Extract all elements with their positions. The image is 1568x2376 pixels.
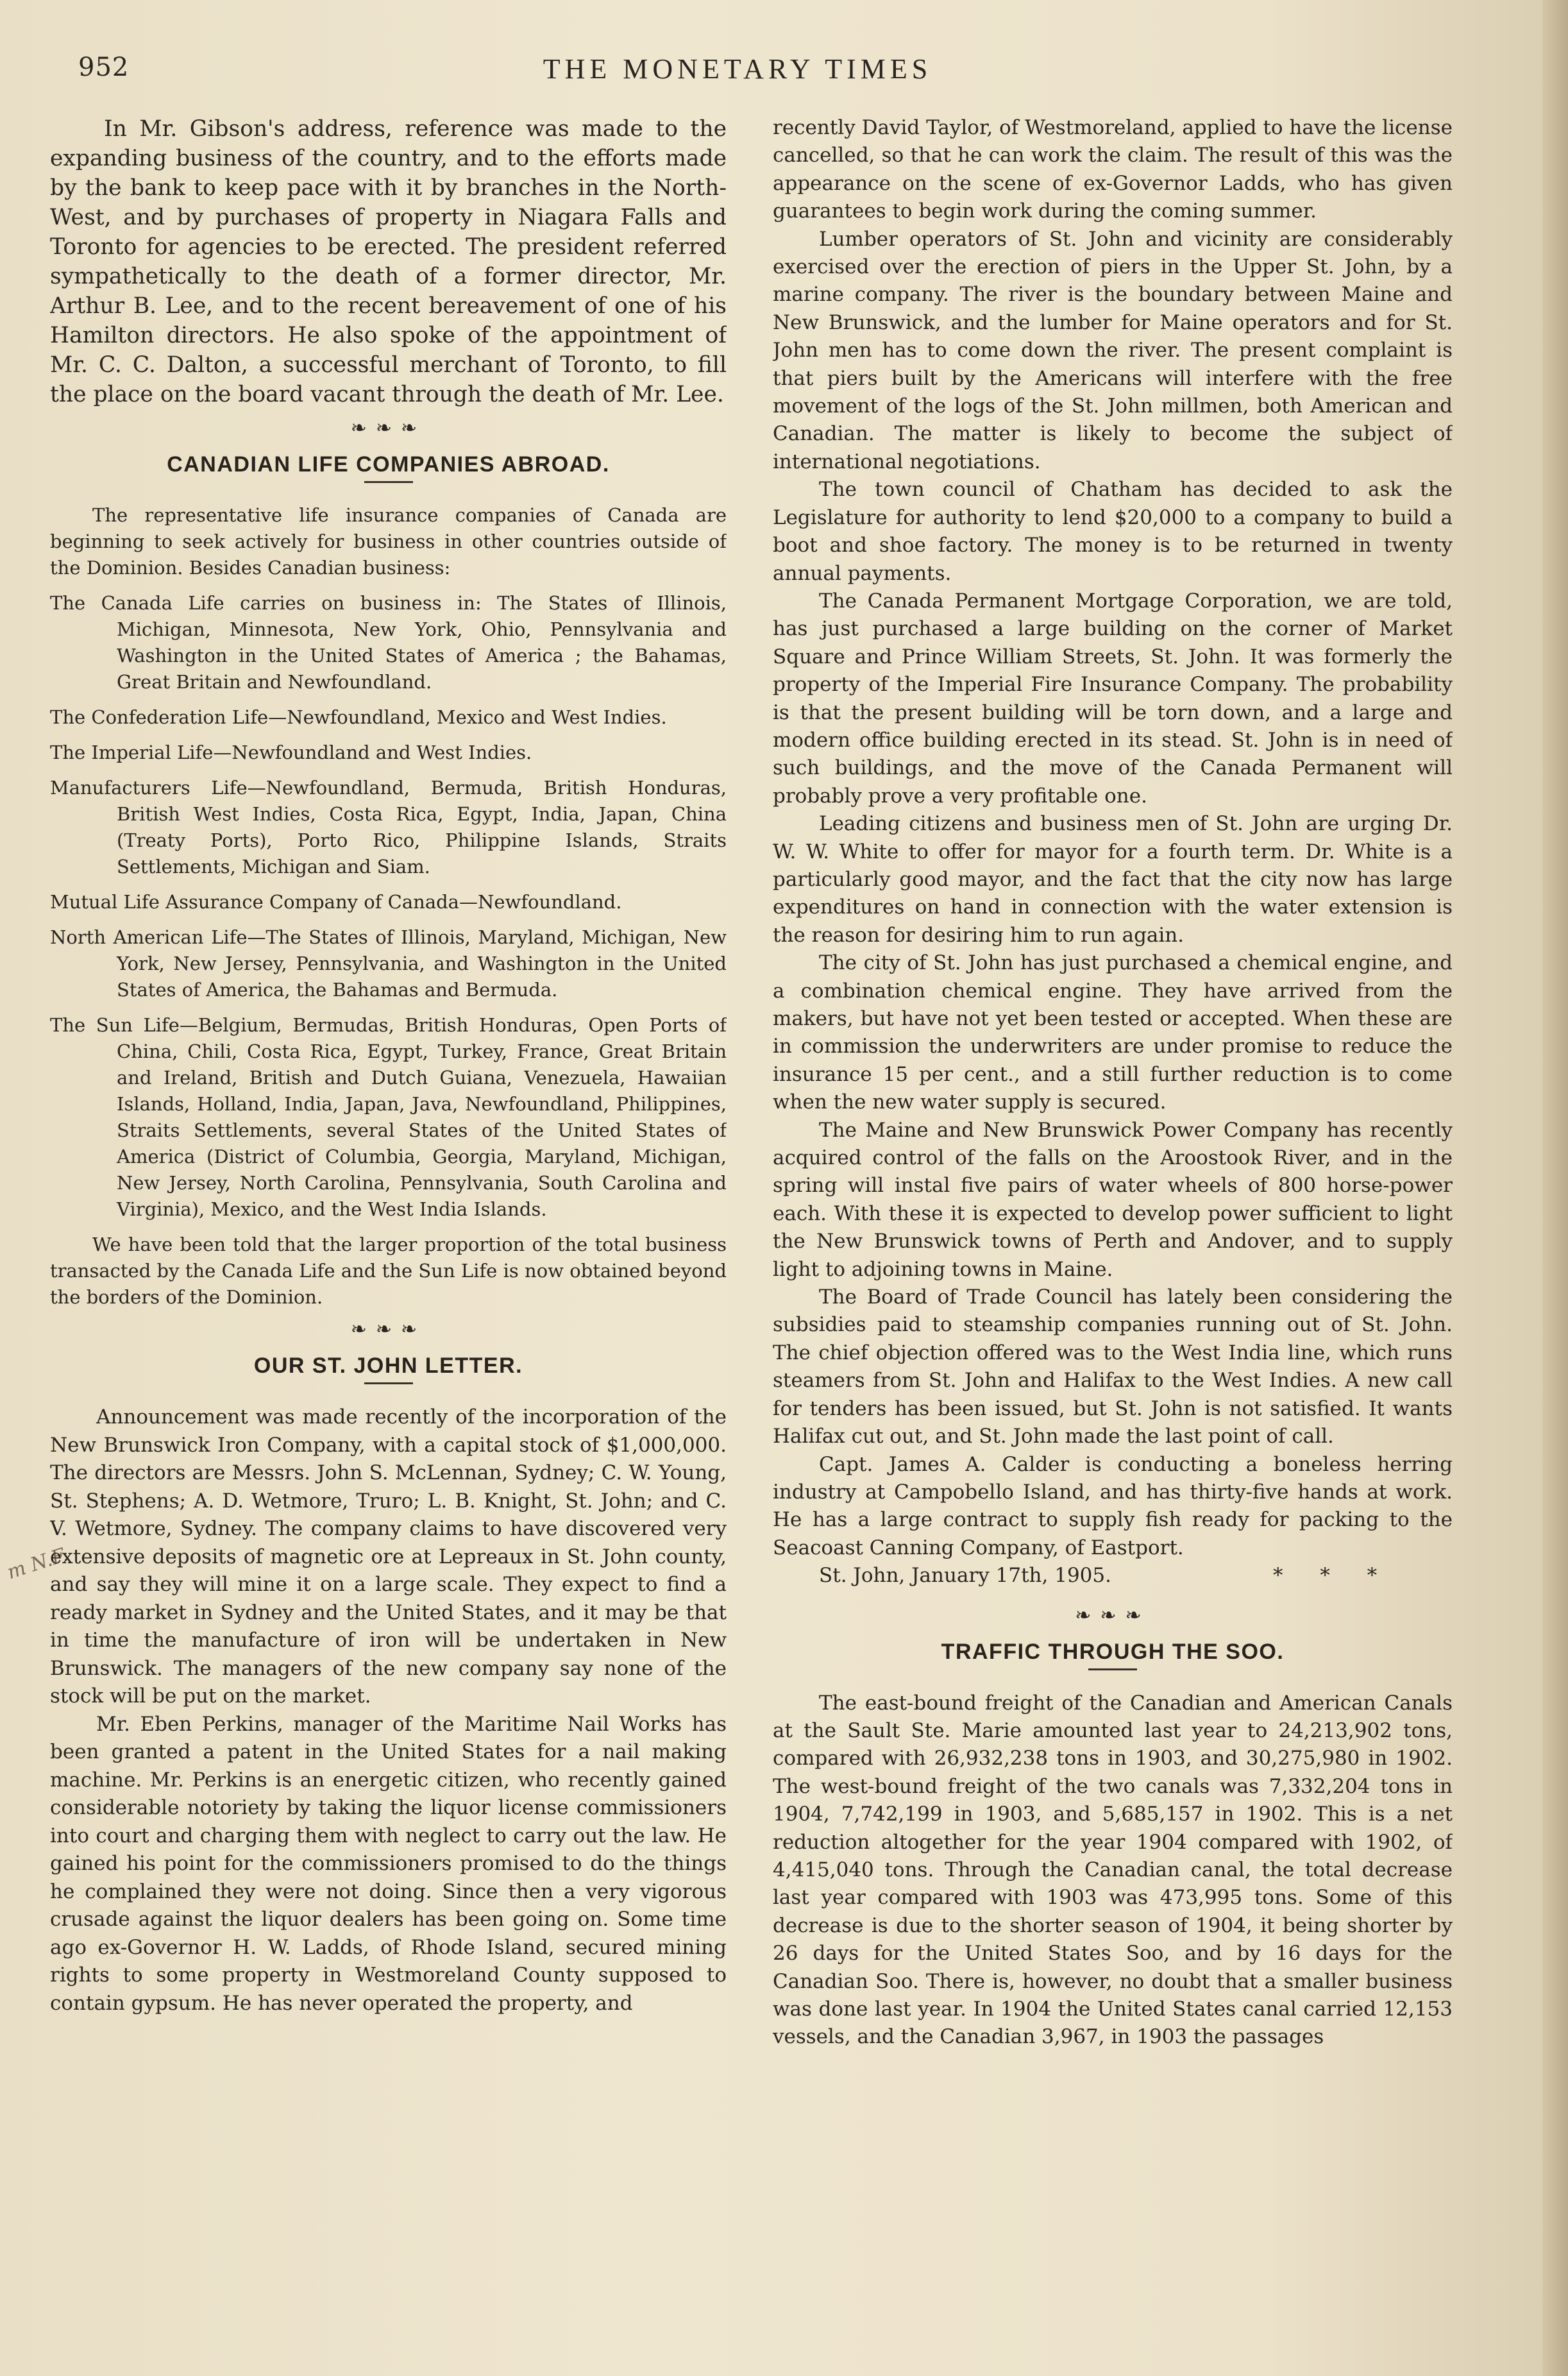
- st-john-paragraph: Capt. James A. Calder is conducting a boneless herring industry at Campobello Island, and has thirty-five hands at work. He has a large contract to supply fish ready for packing to the Seacoast Canning Company, of Eastport.: [773, 1452, 1453, 1559]
- dateline-stars: * * *: [1272, 1564, 1393, 1588]
- gibson-paragraph: In Mr. Gibson's address, reference was made to the expanding business of the country, and to the efforts made by the bank to keep pace with it by branches in the North-West, and by purchases of property in Niagara Falls and Toronto for agencies to be erected. The president referred sympathetically to the death of a former director, Mr. Arthur B. Lee, and to the recent bereavement of one of his Hamilton directors. He also spoke of the appointment of Mr. C. C. Dalton, a successful merchant of Toronto, to fill the place on the board vacant through the death of Mr. Lee.: [50, 116, 727, 407]
- dateline-text: St. John, January 17th, 1905.: [819, 1564, 1111, 1588]
- headline-rule: [364, 481, 413, 483]
- life-item-imperial: The Imperial Life—Newfoundland and West Indies.: [50, 742, 532, 763]
- headline-rule: [364, 1382, 413, 1384]
- ornament-divider: ❧❧❧: [350, 1318, 426, 1341]
- dateline: [773, 1562, 1453, 1590]
- life-item-mutual: Mutual Life Assurance Company of Canada—Newfoundland.: [50, 891, 622, 913]
- page-header: [51, 53, 1424, 91]
- life-item-manufacturers: Manufacturers Life—Newfoundland, Bermuda, British Honduras, British West Indies, Costa Rica, Egypt, India, Japan, China (Treaty Ports), Porto Rico, Philippine Islands, Straits Settlements, Michigan and Siam.: [50, 777, 727, 878]
- left-column: [50, 114, 727, 2334]
- st-john-paragraph: Mr. Eben Perkins, manager of the Maritime Nail Works has been granted a patent in the United States for a nail making machine. Mr. Perkins is an energetic citizen, who recently gained considerable notoriety by taking the liquor license commissioners into court and charging them with neglect to carry out the law. He gained his point for the commissioners promised to do the things he complained they were not doing. Since then a very vigorous crusade against the liquor dealers has been going on. Some time ago ex-Governor H. W. Ladds, of Rhode Island, secured mining rights to some property in Westmoreland County supposed to contain gypsum. He has never operated the property, and: [50, 1712, 727, 2015]
- margin-note: m N.F.: [4, 1543, 71, 1584]
- life-item-sun-life: The Sun Life—Belgium, Bermudas, British Honduras, Open Ports of China, Chili, Costa Rica, Egypt, Turkey, France, Great Britain and Ireland, British and Dutch Guiana, Venezuela, Hawaiian Islands, Holland, India, Japan, Java, Newfoundland, Philippines, Straits Settlements, several States of the United States of America (District of Columbia, Georgia, Maryland, Michigan, New Jersey, North Carolina, Pennsylvania, South Carolina and Virginia), Mexico, and the West India Islands.: [50, 1014, 727, 1220]
- st-john-paragraph: Lumber operators of St. John and vicinity are considerably exercised over the erection of piers in the Upper St. John, by a marine company. The river is the boundary between Maine and New Brunswick, and the lumber for Maine operators and for St. John men has to come down the river. The present complaint is that piers built by the Americans will interfere with the free movement of the logs of the St. John millmen, both American and Canadian. The matter is likely to become the subject of international negotiations.: [773, 227, 1453, 473]
- life-intro: The representative life insurance companies of Canada are beginning to seek actively for business in other countries outside of the Dominion. Besides Canadian business:: [50, 504, 727, 579]
- article-headline-soo: TRAFFIC THROUGH THE SOO.: [941, 1639, 1285, 1664]
- ornament-divider: ❧❧❧: [1075, 1604, 1151, 1627]
- life-item-confederation: The Confederation Life—Newfoundland, Mexico and West Indies.: [50, 706, 667, 728]
- headline-rule: [1088, 1668, 1137, 1670]
- life-item-north-american: North American Life—The States of Illinois, Maryland, Michigan, New York, New Jersey, Pennsylvania, and Washington in the United States of America, the Bahamas and Bermuda.: [50, 926, 727, 1001]
- st-john-paragraph: The Canada Permanent Mortgage Corporation, we are told, has just purchased a large building on the corner of Market Square and Prince William Streets, St. John. It was formerly the property of the Imperial Fire Insurance Company. The probability is that the present building will be torn down, and a large and modern office building erected in its stead. St. John is in need of such buildings, and the move of the Canada Permanent will probably prove a very profitable one.: [773, 589, 1453, 808]
- st-john-paragraph: The city of St. John has just purchased a chemical engine, and a combination chemical engine. They have arrived from the makers, but have not yet been tested or accepted. When these are in commission the underwriters are under promise to reduce the insurance 15 per cent., and a still further reduction is to come when the new water supply is secured.: [773, 951, 1453, 1114]
- right-column: [773, 114, 1453, 2334]
- st-john-continued-paragraph: recently David Taylor, of Westmoreland, applied to have the license cancelled, so that he can work the claim. The result of this was the appearance on the scene of ex-Governor Ladds, who has given guarantees to begin work during the coming summer.: [773, 116, 1453, 223]
- masthead: THE MONETARY TIMES: [543, 53, 932, 85]
- article-headline-st-john: OUR ST. JOHN LETTER.: [253, 1353, 523, 1378]
- page-edge: [1542, 0, 1568, 2376]
- life-item-canada-life: The Canada Life carries on business in: The States of Illinois, Michigan, Minnesota, New York, Ohio, Pennsylvania and Washington in the United States of America ; the Bahamas, Great Britain and Newfoundland.: [50, 592, 727, 693]
- st-john-paragraph: Leading citizens and business men of St. John are urging Dr. W. W. White to offer for mayor for a fourth term. Dr. White is a particularly good mayor, and the fact that the city now has large expenditures on hand in connection with the water extension is the reason for desiring him to run again.: [773, 812, 1453, 947]
- ornament-divider: ❧❧❧: [350, 417, 426, 439]
- soo-paragraph: The east-bound freight of the Canadian and American Canals at the Sault Ste. Marie amounted last year to 24,213,902 tons, compared with 26,932,238 tons in 1903, and 30,275,980 in 1902. The west-bound freight of the two canals was 7,332,204 tons in 1904, 7,742,199 in 1903, and 5,685,157 in 1902. This is a net reduction altogether for the year 1904 compared with 1902, of 4,415,040 tons. Through the Canadian canal, the total decrease last year compared with 1903 was 473,995 tons. Some of this decrease is due to the shorter season of 1904, it being shorter by 26 days for the United States Soo, and by 16 days for the Canadian Soo. There is, however, no doubt that a smaller business was done last year. In 1904 the United States canal carried 12,153 vessels, and the Canadian 3,967, in 1903 the passages: [773, 1691, 1453, 2049]
- page-number: 952: [78, 53, 130, 82]
- st-john-paragraph: The town council of Chatham has decided to ask the Legislature for authority to lend $20,000 to a company to build a boot and shoe factory. The money is to be returned in twenty annual payments.: [773, 478, 1453, 585]
- life-closing: We have been told that the larger proportion of the total business transacted by the Canada Life and the Sun Life is now obtained beyond the borders of the Dominion.: [50, 1234, 727, 1308]
- article-headline-life: CANADIAN LIFE COMPANIES ABROAD.: [167, 452, 610, 477]
- st-john-paragraph: The Maine and New Brunswick Power Company has recently acquired control of the falls on the Aroostook River, and in the spring will instal five pairs of water wheels of 800 horse-power each. With these it is expected to develop power sufficient to light the New Brunswick towns of Perth and Andover, and to supply light to adjoining towns in Maine.: [773, 1118, 1453, 1281]
- st-john-paragraph: The Board of Trade Council has lately been considering the subsidies paid to steamship companies running out of St. John. The chief objection offered was to the West India line, which runs steamers from St. John and Halifax to the West Indies. A new call for tenders has been issued, but St. John is not satisfied. It wants Halifax cut out, and St. John made the last point of call.: [773, 1286, 1453, 1448]
- st-john-paragraph: Announcement was made recently of the incorporation of the New Brunswick Iron Company, with a capital stock of $1,000,000. The directors are Messrs. John S. McLennan, Sydney; C. W. Young, St. Stephens; A. D. Wetmore, Truro; L. B. Knight, St. John; and C. V. Wetmore, Sydney. The company claims to have discovered very extensive deposits of magnetic ore at Lepreaux in St. John county, and say they will mine it on a large scale. They expect to find a ready market in Sydney and the United States, and it may be that in time the manufacture of iron will be undertaken in New Brunswick. The managers of the new company say none of the stock will be put on the market.: [50, 1405, 727, 1708]
